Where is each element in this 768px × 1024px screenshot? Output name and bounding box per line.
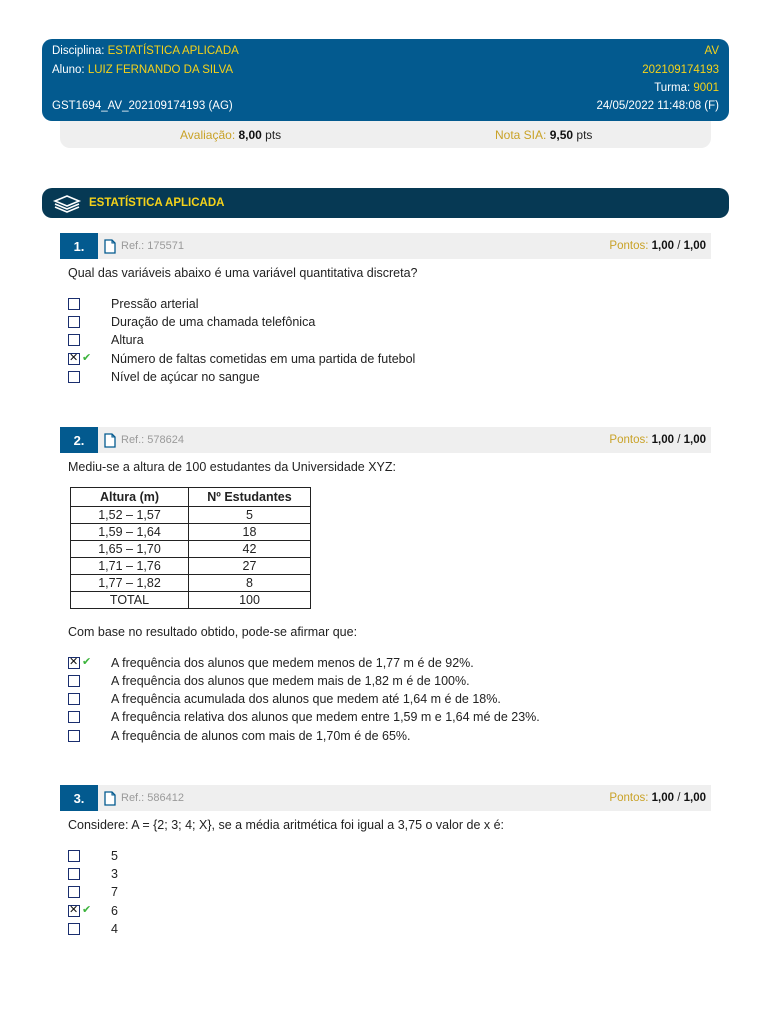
correct-check-icon: ✔ bbox=[82, 352, 92, 364]
table-row bbox=[71, 575, 311, 592]
table-cell: 1,71 – 1,76 bbox=[71, 558, 189, 575]
table-row bbox=[71, 558, 311, 575]
option-label: 4 bbox=[111, 922, 118, 936]
points-total: 1,00 bbox=[683, 434, 706, 446]
question-text: Mediu-se a altura de 100 estudantes da Universidade XYZ: bbox=[68, 460, 396, 474]
correct-check-icon: ✔ bbox=[82, 656, 92, 668]
question-number: 2. bbox=[60, 427, 98, 453]
answer-option[interactable] bbox=[68, 332, 668, 350]
points-label: Pontos: bbox=[609, 240, 652, 252]
table-cell: 18 bbox=[189, 524, 311, 541]
exam-header bbox=[42, 39, 729, 121]
option-label: A frequência dos alunos que medem mais de 1,82 m é de 100%. bbox=[111, 674, 470, 688]
answer-option[interactable] bbox=[68, 709, 668, 727]
checkbox[interactable] bbox=[68, 868, 80, 880]
avaliacao-value: 8,00 bbox=[238, 128, 262, 142]
checkbox[interactable] bbox=[68, 711, 80, 723]
turma-value: 9001 bbox=[693, 82, 719, 94]
checked-checkbox[interactable] bbox=[68, 353, 80, 365]
table-cell: 1,52 – 1,57 bbox=[71, 507, 189, 524]
answer-option[interactable] bbox=[68, 691, 668, 709]
turma-label: Turma: bbox=[654, 82, 694, 94]
question-prompt: Com base no resultado obtido, pode-se afirmar que: bbox=[68, 625, 358, 639]
table-cell: 8 bbox=[189, 575, 311, 592]
question-points bbox=[609, 240, 706, 252]
points-earned: 1,00 bbox=[651, 434, 675, 446]
document-icon[interactable] bbox=[104, 433, 116, 448]
option-label: A frequência de alunos com mais de 1,70m é de 65%. bbox=[111, 729, 411, 743]
table-total-row bbox=[71, 592, 311, 609]
question-ref: Ref.: 578624 bbox=[121, 434, 184, 446]
aluno-field bbox=[52, 64, 233, 76]
table-cell: 100 bbox=[189, 592, 311, 609]
table-cell: 42 bbox=[189, 541, 311, 558]
option-label: 5 bbox=[111, 849, 118, 863]
aluno-value: LUIZ FERNANDO DA SILVA bbox=[87, 64, 234, 76]
table-cell: 1,77 – 1,82 bbox=[71, 575, 189, 592]
table-row bbox=[71, 541, 311, 558]
frequency-table bbox=[70, 487, 311, 609]
matricula: 202109174193 bbox=[642, 64, 719, 76]
option-label: Pressão arterial bbox=[111, 297, 199, 311]
table-row bbox=[71, 524, 311, 541]
points-label: Pontos: bbox=[609, 792, 652, 804]
sia-label: Nota SIA: bbox=[495, 128, 550, 142]
checkbox[interactable] bbox=[68, 923, 80, 935]
answer-option[interactable] bbox=[68, 866, 668, 884]
answer-option[interactable] bbox=[68, 921, 668, 939]
checkbox[interactable] bbox=[68, 334, 80, 346]
points-label: Pontos: bbox=[609, 434, 652, 446]
answer-option[interactable] bbox=[68, 314, 668, 332]
option-label: A frequência dos alunos que medem menos de 1,77 m é de 92%. bbox=[111, 656, 474, 670]
answer-option-selected[interactable] bbox=[68, 655, 668, 673]
table-cell: 5 bbox=[189, 507, 311, 524]
exam-type: AV bbox=[704, 45, 719, 57]
points-earned: 1,00 bbox=[651, 240, 675, 252]
sia-value: 9,50 bbox=[549, 128, 574, 142]
column-header: Altura (m) bbox=[71, 488, 189, 507]
checkbox[interactable] bbox=[68, 693, 80, 705]
document-icon[interactable] bbox=[104, 239, 116, 254]
option-label: A frequência acumulada dos alunos que medem até 1,64 m é de 18%. bbox=[111, 692, 501, 706]
table-cell: 27 bbox=[189, 558, 311, 575]
question-bar-2 bbox=[60, 427, 711, 453]
checkbox[interactable] bbox=[68, 730, 80, 742]
avaliacao-score bbox=[180, 128, 281, 142]
checked-checkbox[interactable] bbox=[68, 657, 80, 669]
section-title: ESTATÍSTICA APLICADA bbox=[89, 197, 225, 209]
table-row bbox=[71, 507, 311, 524]
answer-option[interactable] bbox=[68, 884, 668, 902]
checkbox[interactable] bbox=[68, 298, 80, 310]
nota-sia-score bbox=[495, 128, 592, 142]
points-separator: / bbox=[674, 434, 684, 446]
score-bar bbox=[60, 121, 711, 148]
question-bar-3 bbox=[60, 785, 711, 811]
question-points bbox=[609, 434, 706, 446]
option-label: Nível de açúcar no sangue bbox=[111, 370, 260, 384]
option-label: Duração de uma chamada telefônica bbox=[111, 315, 316, 329]
aluno-label: Aluno: bbox=[52, 64, 88, 76]
points-total: 1,00 bbox=[683, 240, 706, 252]
option-label: 6 bbox=[111, 904, 118, 918]
turma-field bbox=[654, 82, 719, 94]
question-ref: Ref.: 586412 bbox=[121, 792, 184, 804]
checkbox[interactable] bbox=[68, 371, 80, 383]
points-earned: 1,00 bbox=[651, 792, 675, 804]
question-bar-1 bbox=[60, 233, 711, 259]
answer-option[interactable] bbox=[68, 369, 668, 387]
checkbox[interactable] bbox=[68, 675, 80, 687]
points-separator: / bbox=[674, 240, 684, 252]
document-icon[interactable] bbox=[104, 791, 116, 806]
question-number: 3. bbox=[60, 785, 98, 811]
section-header bbox=[42, 188, 729, 218]
question-ref: Ref.: 175571 bbox=[121, 240, 184, 252]
option-label: 3 bbox=[111, 867, 118, 881]
points-total: 1,00 bbox=[683, 792, 706, 804]
question-number: 1. bbox=[60, 233, 98, 259]
checkbox[interactable] bbox=[68, 886, 80, 898]
disciplina-label: Disciplina: bbox=[52, 45, 108, 57]
disciplina-field bbox=[52, 45, 239, 57]
checked-checkbox[interactable] bbox=[68, 905, 80, 917]
question-text: Qual das variáveis abaixo é uma variável quantitativa discreta? bbox=[68, 266, 418, 280]
question-text: Considere: A = {2; 3; 4; X}, se a média aritmética foi igual a 3,75 o valor de x é: bbox=[68, 818, 505, 832]
answer-option-selected[interactable] bbox=[68, 903, 668, 921]
answer-option-selected[interactable] bbox=[68, 351, 668, 369]
answer-option[interactable] bbox=[68, 673, 668, 691]
answer-option[interactable] bbox=[68, 848, 668, 866]
option-label: Número de faltas cometidas em uma partida de futebol bbox=[111, 352, 416, 366]
sia-unit: pts bbox=[573, 128, 593, 142]
table-cell: TOTAL bbox=[71, 592, 189, 609]
points-separator: / bbox=[674, 792, 684, 804]
column-header: Nº Estudantes bbox=[189, 488, 311, 507]
answer-option[interactable] bbox=[68, 728, 668, 746]
answer-option[interactable] bbox=[68, 296, 668, 314]
table-cell: 1,65 – 1,70 bbox=[71, 541, 189, 558]
exam-datetime: 24/05/2022 11:48:08 (F) bbox=[596, 100, 719, 112]
option-label: 7 bbox=[111, 885, 118, 899]
disciplina-value: ESTATÍSTICA APLICADA bbox=[107, 45, 239, 57]
books-icon bbox=[52, 192, 82, 214]
option-label: A frequência relativa dos alunos que medem entre 1,59 m e 1,64 mé de 23%. bbox=[111, 710, 540, 724]
avaliacao-unit: pts bbox=[261, 128, 282, 142]
table-cell: 1,59 – 1,64 bbox=[71, 524, 189, 541]
checkbox[interactable] bbox=[68, 316, 80, 328]
question-points bbox=[609, 792, 706, 804]
exam-code: GST1694_AV_202109174193 (AG) bbox=[52, 100, 233, 112]
correct-check-icon: ✔ bbox=[82, 904, 92, 916]
table-header-row bbox=[71, 488, 311, 507]
option-label: Altura bbox=[111, 333, 144, 347]
avaliacao-label: Avaliação: bbox=[180, 128, 239, 142]
checkbox[interactable] bbox=[68, 850, 80, 862]
